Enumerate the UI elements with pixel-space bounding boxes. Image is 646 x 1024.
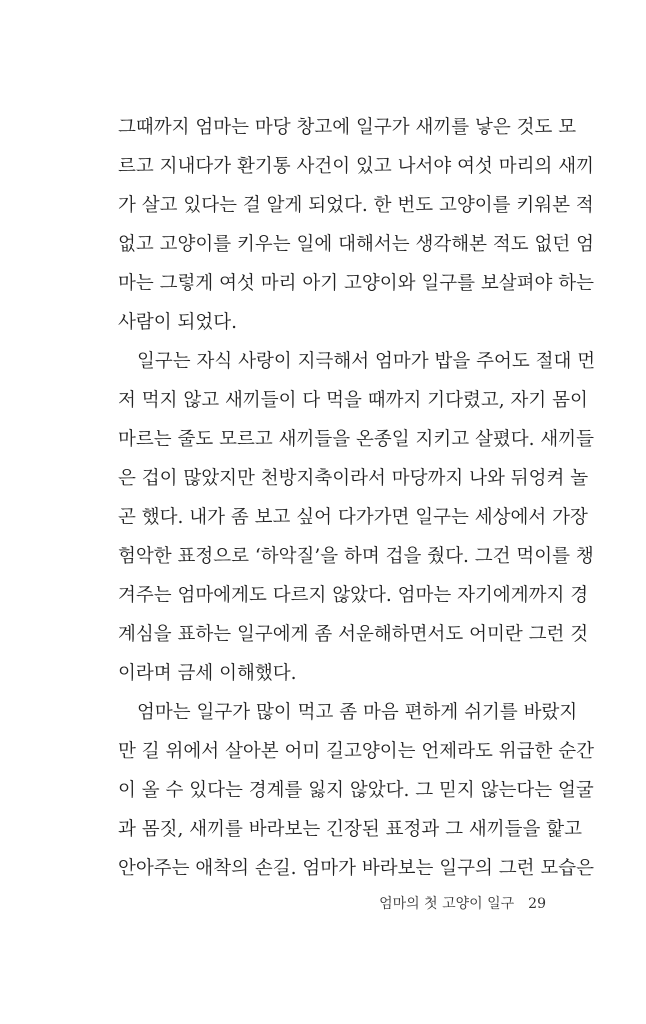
text-line: 그때까지 엄마는 마당 창고에 일구가 새끼를 낳은 것도 모	[118, 117, 577, 138]
page-footer	[379, 893, 546, 913]
text-line: 일구는 자식 사랑이 지극해서 엄마가 밥을 주어도 절대 먼	[137, 351, 596, 372]
text-line: 겨주는 엄마에게도 다르지 않았다. 엄마는 자기에게까지 경	[118, 585, 589, 606]
text-line: 저 먹지 않고 새끼들이 다 먹을 때까지 기다렸고, 자기 몸이	[118, 390, 588, 411]
paragraph	[118, 342, 596, 693]
running-title: 엄마의 첫 고양이 일구	[379, 896, 515, 912]
text-line: 없고 고양이를 키우는 일에 대해서는 생각해본 적도 없던 엄	[118, 234, 594, 255]
text-line: 이 올 수 있다는 경계를 잃지 않았다. 그 믿지 않는다는 얼굴	[118, 780, 594, 801]
text-line: 험악한 표정으로 ‘하악질’을 하며 겁을 줬다. 그건 먹이를 챙	[118, 546, 594, 567]
text-line: 마는 그렇게 여섯 마리 아기 고양이와 일구를 보살펴야 하는	[118, 273, 594, 294]
body-text	[118, 108, 596, 888]
text-line: 르고 지내다가 환기통 사건이 있고 나서야 여섯 마리의 새끼	[118, 156, 594, 177]
text-line: 곤 했다. 내가 좀 보고 싶어 다가가면 일구는 세상에서 가장	[118, 507, 588, 528]
page-number: 29	[528, 896, 546, 912]
text-line: 계심을 표하는 일구에게 좀 서운해하면서도 어미란 그런 것	[118, 624, 589, 645]
text-line: 가 살고 있다는 걸 알게 되었다. 한 번도 고양이를 키워본 적	[118, 195, 594, 216]
text-line: 은 겁이 많았지만 천방지축이라서 마당까지 나와 뒤엉켜 놀	[118, 468, 589, 489]
text-line: 안아주는 애착의 손길. 엄마가 바라보는 일구의 그런 모습은	[118, 858, 594, 879]
text-line: 마르는 줄도 모르고 새끼들을 온종일 지키고 살폈다. 새끼들	[118, 429, 594, 450]
paragraph	[118, 693, 594, 888]
paragraph	[118, 108, 594, 342]
text-line: 이라며 금세 이해했다.	[118, 663, 297, 684]
text-line: 엄마는 일구가 많이 먹고 좀 마음 편하게 쉬기를 바랐지	[137, 702, 578, 723]
text-line: 만 길 위에서 살아본 어미 길고양이는 언제라도 위급한 순간	[118, 741, 594, 762]
text-line: 과 몸짓, 새끼를 바라보는 긴장된 표정과 그 새끼들을 핥고	[118, 819, 582, 840]
text-line: 사람이 되었다.	[118, 312, 237, 333]
